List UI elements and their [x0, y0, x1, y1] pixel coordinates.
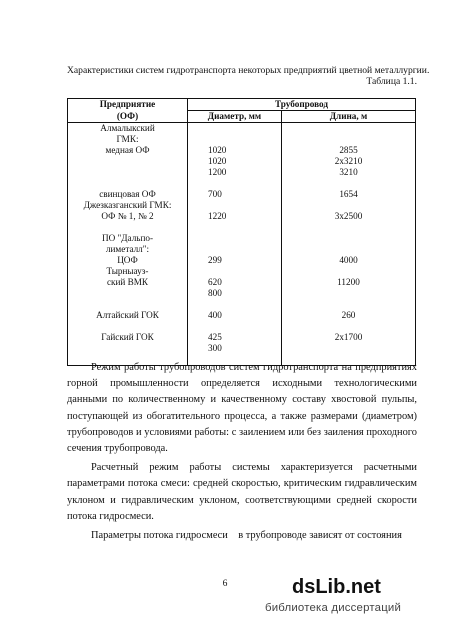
cell-enterprise-line: Джезказганский ГМК: — [83, 200, 172, 210]
table-row — [68, 299, 416, 321]
cell-diameter-line: 299 — [208, 255, 222, 265]
cell-enterprise-line: Алтайский ГОК — [96, 310, 159, 320]
cell-length — [282, 299, 416, 321]
cell-length-line: 3x2500 — [334, 211, 363, 221]
cell-diameter-line — [208, 244, 279, 255]
cell-length-line: 2x3210 — [334, 156, 363, 166]
header-enterprise-sub: (ОФ) — [68, 111, 188, 123]
cell-enterprise — [68, 222, 188, 299]
cell-diameter — [188, 299, 282, 321]
cell-diameter-line: 620 — [208, 277, 222, 287]
header-pipeline: Трубопровод — [188, 99, 416, 111]
cell-length — [282, 123, 416, 179]
cell-diameter-line: 1020 — [208, 145, 227, 155]
header-diameter: Диаметр, мм — [188, 111, 282, 123]
cell-length-line: 260 — [341, 310, 356, 320]
cell-length-line — [284, 178, 413, 189]
cell-length-line — [284, 233, 413, 244]
caption-table-number: Таблица 1.1. — [366, 76, 417, 87]
paragraph-2: Расчетный режим работы системы характеризуется расчетными параметрами потока смеси: средней скоростью, критическим гидравлическим уклоном и гидравлическим уклоном, соответствующими средней скорости потока гидросмеси. — [67, 462, 417, 522]
body-text — [67, 360, 417, 547]
watermark-logo: dsLib.net — [292, 576, 381, 598]
cell-diameter-line — [208, 178, 279, 189]
cell-diameter — [188, 321, 282, 366]
cell-enterprise — [68, 123, 188, 179]
cell-diameter — [188, 123, 282, 179]
table-header-row-1 — [68, 99, 416, 111]
cell-diameter-line: 1200 — [208, 167, 227, 177]
cell-enterprise-line: Гайский ГОК — [101, 332, 154, 342]
cell-diameter-line — [208, 233, 279, 244]
watermark — [262, 576, 450, 622]
cell-enterprise-line — [70, 156, 185, 167]
cell-enterprise-line — [70, 288, 185, 299]
cell-diameter-line — [208, 134, 279, 145]
cell-enterprise-line: ОФ № 1, № 2 — [101, 211, 154, 221]
caption-title: Характеристики систем гидротранспорта некоторых предприятий цветной металлургии. — [67, 65, 430, 76]
cell-enterprise-line — [70, 321, 185, 332]
cell-enterprise — [68, 178, 188, 222]
cell-enterprise-line: ЦОФ — [117, 255, 138, 265]
cell-enterprise-line: Тырныауз- — [106, 266, 149, 276]
cell-length-line — [284, 321, 413, 332]
cell-enterprise-line — [70, 167, 185, 178]
table-caption — [67, 65, 430, 87]
cell-diameter — [188, 222, 282, 299]
cell-length-line: 2x1700 — [334, 332, 363, 342]
cell-diameter-line — [208, 266, 279, 277]
cell-length-line: 11200 — [337, 277, 360, 287]
cell-length-line: 3210 — [339, 167, 358, 177]
cell-length-line — [284, 244, 413, 255]
cell-enterprise-line — [70, 299, 185, 310]
cell-enterprise — [68, 299, 188, 321]
cell-diameter-line — [208, 123, 279, 134]
cell-enterprise-line: свинцовая ОФ — [99, 189, 156, 199]
page-number: 6 — [222, 578, 228, 589]
cell-diameter-line — [208, 200, 279, 211]
cell-length-line — [284, 200, 413, 211]
cell-length — [282, 178, 416, 222]
watermark-subtitle: библиотека диссертаций — [265, 602, 402, 614]
cell-diameter-line: 425 — [208, 332, 222, 342]
cell-enterprise-line — [70, 222, 185, 233]
table-header-row-2 — [68, 111, 416, 123]
cell-diameter-line: 1220 — [208, 211, 227, 221]
cell-length-line — [284, 299, 413, 310]
table-row — [68, 123, 416, 179]
header-length: Длина, м — [282, 111, 416, 123]
table-row — [68, 222, 416, 299]
cell-length-line — [284, 343, 413, 354]
cell-enterprise-line: ский ВМК — [106, 277, 149, 287]
cell-diameter — [188, 178, 282, 222]
cell-length-line — [284, 266, 413, 277]
cell-enterprise-line — [70, 178, 185, 189]
cell-length-line — [284, 123, 413, 134]
table-row — [68, 178, 416, 222]
pipeline-table — [67, 98, 416, 366]
cell-diameter-line — [208, 299, 279, 310]
cell-diameter-line: 1020 — [208, 156, 227, 166]
cell-diameter-line — [208, 321, 279, 332]
cell-length-line — [284, 288, 413, 299]
cell-enterprise-line: лиметалл": — [105, 244, 150, 254]
cell-enterprise-line — [70, 343, 185, 354]
cell-length-line: 2855 — [339, 145, 358, 155]
paragraph-3: Параметры потока гидросмеси в трубопроводе зависят от состояния — [91, 530, 402, 542]
cell-length-line — [284, 134, 413, 145]
cell-length — [282, 222, 416, 299]
paragraph-1: Режим работы трубопроводов систем гидротранспорта на предприятиях горной промышленности определяется исходными технологическими данными по количественному и качественному составу хвостовой пульпы, поступающей из обогатительного процесса, а также размерами (диаметром) трубопроводов и условиями работы: с заилением или без заиления проходного сечения трубопровода. — [67, 362, 417, 455]
cell-enterprise-line: медная ОФ — [105, 145, 150, 155]
table-row — [68, 321, 416, 366]
cell-diameter-line: 800 — [208, 288, 222, 298]
cell-diameter-line: 700 — [208, 189, 222, 199]
cell-length — [282, 321, 416, 366]
cell-diameter-line: 400 — [208, 310, 222, 320]
cell-diameter-line — [208, 222, 279, 233]
cell-length-line: 4000 — [339, 255, 358, 265]
cell-enterprise — [68, 321, 188, 366]
cell-length-line — [284, 222, 413, 233]
cell-diameter-line: 300 — [208, 343, 222, 353]
cell-enterprise-line: ГМК: — [116, 134, 139, 144]
cell-enterprise-line: Алмалыкский — [100, 123, 155, 133]
cell-length-line: 1654 — [339, 189, 358, 199]
header-enterprise: Предприятие — [68, 99, 188, 111]
cell-enterprise-line: ПО "Дальпо- — [101, 233, 154, 243]
